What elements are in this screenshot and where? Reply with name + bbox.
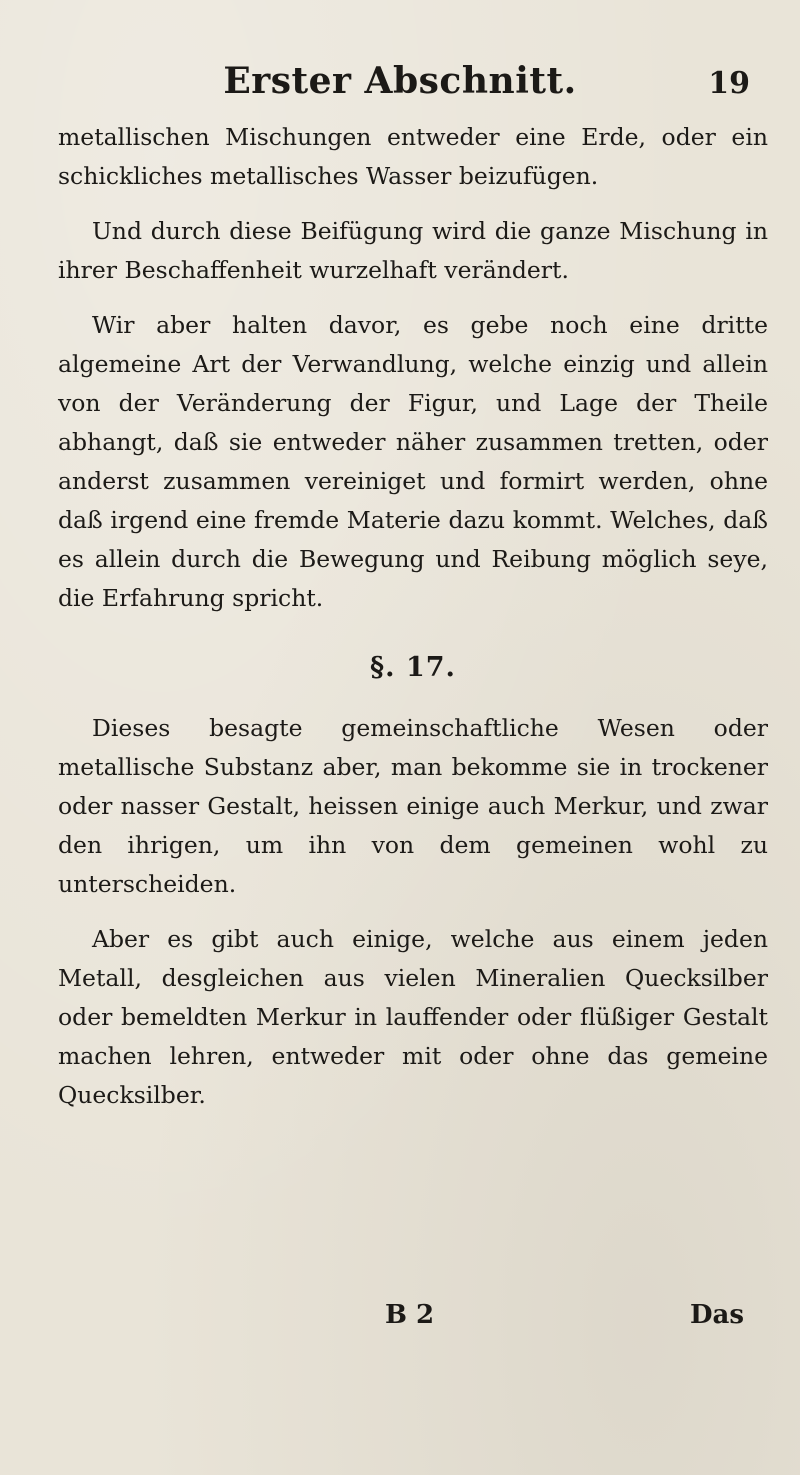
page-number: 19	[708, 66, 750, 101]
running-head	[0, 60, 800, 110]
signature-mark: B 2	[385, 1300, 435, 1330]
section-paragraph-2: Aber es gibt auch einige, welche aus einem jeden Metall, desgleichen aus vielen Mineralien Quecksilber oder bemeldten Merkur in lauffender oder flüßiger Gestalt machen lehren, entweder mit oder ohne das gemeine Quecksilber.	[58, 925, 768, 1109]
catchword: Das	[690, 1300, 745, 1330]
section-heading: §. 17.	[370, 652, 456, 683]
body-text	[58, 118, 768, 1115]
paragraph-2: Und durch diese Beifügung wird die ganze Mischung in ihrer Beschaffenheit wurzelhaft verändert.	[58, 217, 768, 284]
section-paragraph-1: Dieses besagte gemeinschaftliche Wesen oder metallische Substanz aber, man bekomme sie in trockener oder nasser Gestalt, heissen einige auch Merkur, und zwar den ihrigen, um ihn von dem gemeinen wohl zu unterscheiden.	[58, 714, 768, 898]
page-footer	[0, 1300, 800, 1350]
paragraph-3: Wir aber halten davor, es gebe noch eine dritte algemeine Art der Verwandlung, welche einzig und allein von der Veränderung der Figur, und Lage der Theile abhangt, daß sie entweder näher zusammen tretten, oder anderst zusammen vereiniget und formirt werden, ohne daß irgend eine fremde Materie dazu kommt. Welches, daß es allein durch die Bewegung und Reibung möglich seye, die Erfahrung spricht.	[58, 311, 768, 612]
paragraph-1: metallischen Mischungen entweder eine Erde, oder ein schickliches metallisches Wasser beizufügen.	[58, 123, 768, 190]
running-title: Erster Abschnitt.	[223, 60, 577, 102]
